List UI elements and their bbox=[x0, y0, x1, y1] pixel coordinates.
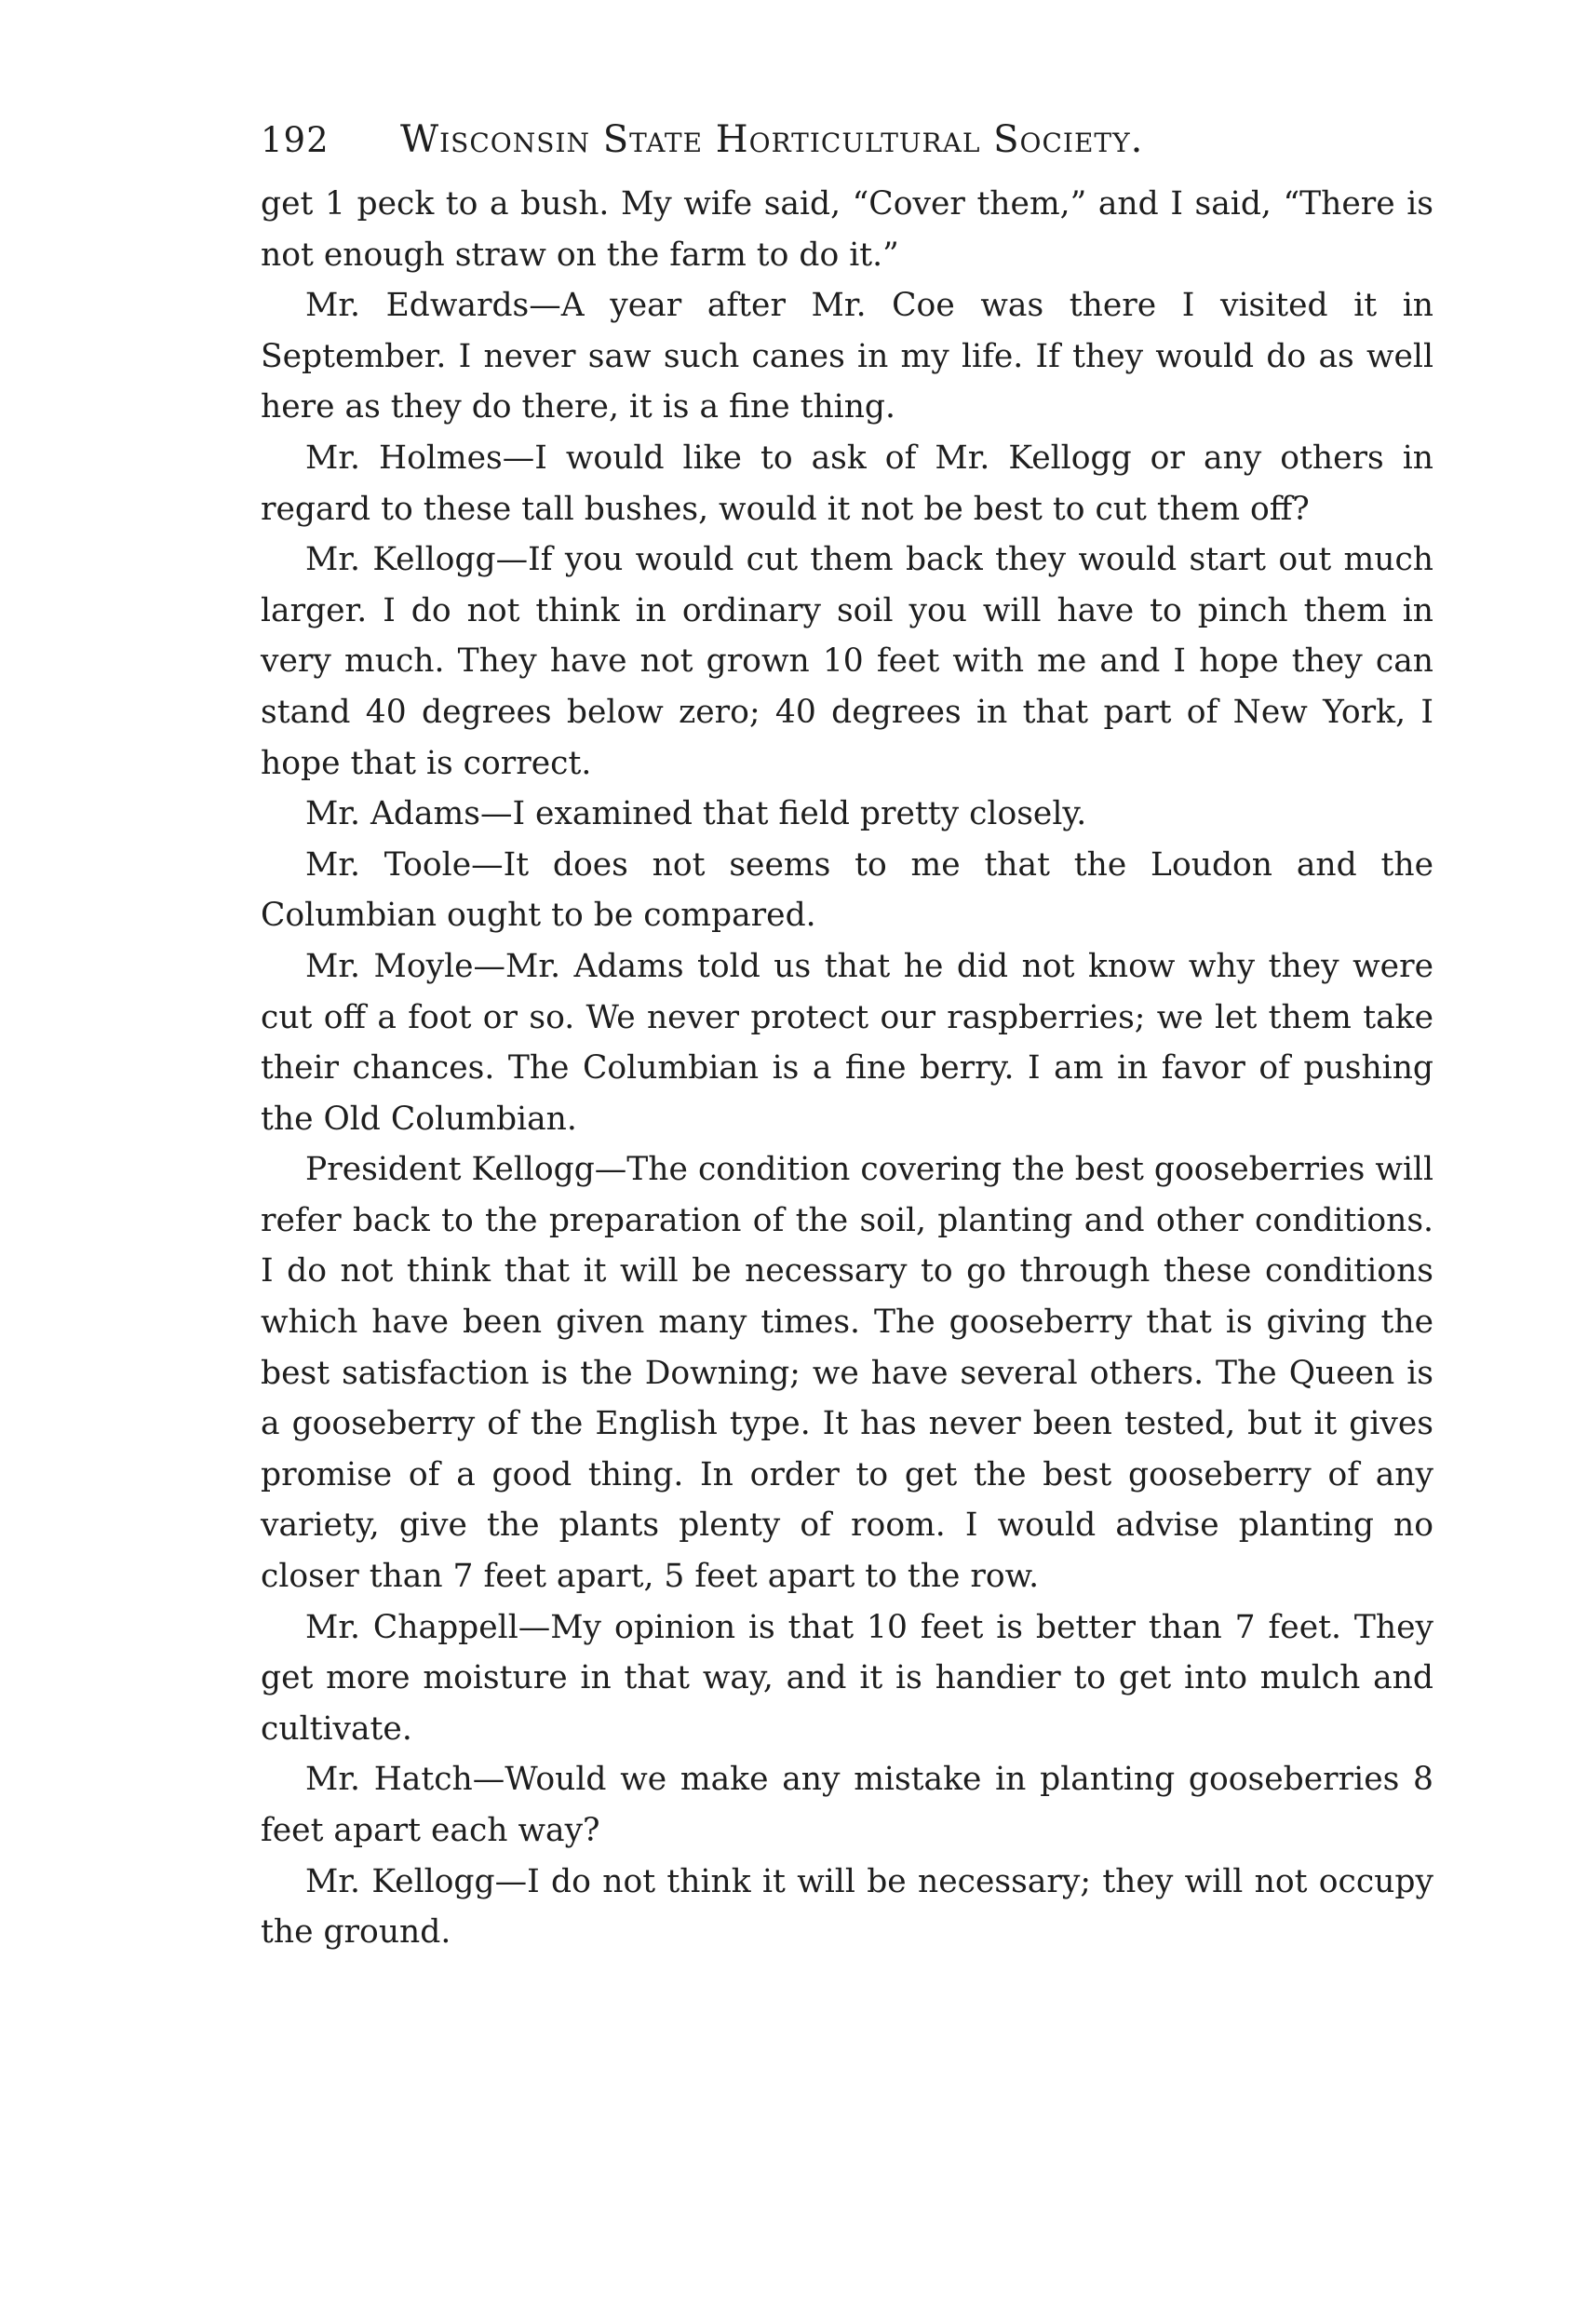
paragraph-hatch: Mr. Hatch—Would we make any mistake in planting gooseberries 8 feet apart each way? bbox=[261, 1761, 1433, 1849]
paragraph-holmes: Mr. Holmes—I would like to ask of Mr. Kellogg or any others in regard to these tall bushes, would it not be best to cut them off? bbox=[261, 439, 1433, 528]
running-head bbox=[261, 102, 1433, 177]
page-number: 192 bbox=[261, 120, 330, 160]
paragraph-chappell: Mr. Chappell—My opinion is that 10 feet is better than 7 feet. They get more moisture in that way, and it is handier to get into mulch and cultivate. bbox=[261, 1608, 1433, 1748]
paragraph-edwards: Mr. Edwards—A year after Mr. Coe was there I visited it in September. I never saw such canes in my life. If they would do as well here as they do there, it is a fine thing. bbox=[261, 287, 1433, 426]
paragraph-kellogg-1: Mr. Kellogg—If you would cut them back they would start out much larger. I do not think in ordinary soil you will have to pinch them in very much. They have not grown 10 feet with me and I hope they can stand 40 degrees below zero; 40 degrees in that part of New York, I hope that is correct. bbox=[261, 541, 1433, 782]
paragraph-adams: Mr. Adams—I examined that field pretty closely. bbox=[305, 795, 1087, 833]
paragraph-president-kellogg: President Kellogg—The condition covering the best gooseberries will refer back to the preparation of the soil, planting and other conditions. I do not think that it will be necessary to go through these conditions which have been given many times. The gooseberry that is giving the best satisfaction is the Downing; we have several others. The Queen is a gooseberry of the English type. It has never been tested, but it gives promise of a good thing. In order to get the best gooseberry of any variety, give the plants plenty of room. I would advise planting no closer than 7 feet apart, 5 feet apart to the row. bbox=[261, 1151, 1433, 1596]
body-text bbox=[261, 179, 1433, 1958]
paragraph-kellogg-2: Mr. Kellogg—I do not think it will be necessary; they will not occupy the ground. bbox=[261, 1862, 1433, 1952]
paragraph-toole: Mr. Toole—It does not seems to me that the Loudon and the Columbian ought to be compared. bbox=[261, 845, 1433, 935]
paragraph-moyle: Mr. Moyle—Mr. Adams told us that he did not know why they were cut off a foot or so. We never protect our raspberries; we let them take their chances. The Columbian is a fine berry. I am in favor of pushing the Old Columbian. bbox=[261, 947, 1433, 1138]
running-title: Wisconsin State Horticultural Society. bbox=[400, 118, 1144, 161]
book-page bbox=[261, 102, 1433, 1958]
paragraph-continuation: get 1 peck to a bush. My wife said, “Cover them,” and I said, “There is not enough straw on the farm to do it.” bbox=[261, 185, 1433, 274]
